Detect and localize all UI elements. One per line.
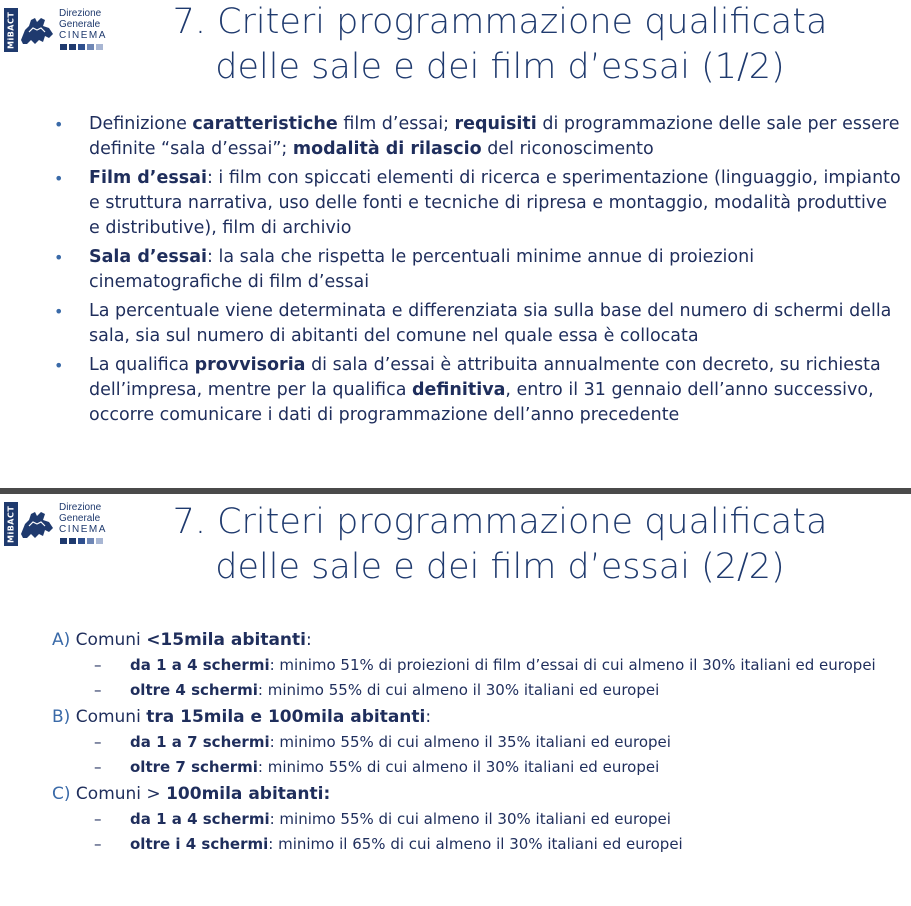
criteria-text: : minimo 55% di cui almeno il 35% italiani ed europei: [269, 733, 671, 751]
bold-text: definitiva: [412, 380, 506, 400]
criteria-sub-list: [52, 655, 902, 701]
bullet-item: [52, 112, 902, 162]
logo-square: [78, 538, 85, 544]
mibact-logo: [4, 500, 116, 548]
slide-1-title: [130, 0, 870, 90]
text-run: , entro il 31 gennaio dell’anno successivo, occorre comunicare i dati di programmazione dell’anno precedente: [89, 380, 874, 425]
slide-2-title-line-1: 7. Criteri programmazione qualificata: [172, 502, 828, 542]
bold-text: requisiti: [454, 114, 537, 134]
quadriga-emblem-icon: [19, 10, 55, 50]
bullet-item: [52, 353, 902, 428]
bullet-item: [52, 299, 902, 349]
logo-text: [59, 502, 107, 535]
criteria-text: : minimo 51% di proiezioni di film d’essai di cui almeno il 30% italiani ed europei: [269, 656, 876, 674]
criteria-sub-item: [52, 655, 902, 676]
text-run: di programmazione delle sale per essere definite “sala d’essai”;: [89, 114, 900, 159]
criteria-sub-item: [52, 732, 902, 753]
text-run: Definizione: [89, 114, 193, 134]
screen-range: oltre 7 schermi: [130, 758, 258, 776]
bullet-item: [52, 166, 902, 241]
screen-range: oltre i 4 schermi: [130, 835, 269, 853]
criteria-text: : minimo il 65% di cui almeno il 30% italiani ed europei: [268, 835, 683, 853]
logo-line-1: Direzione: [59, 8, 102, 19]
screen-range: oltre 4 schermi: [130, 681, 258, 699]
criteria-text: : minimo 55% di cui almeno il 30% italiani ed europei: [257, 681, 660, 699]
criteria-sub-list: [52, 732, 902, 778]
bold-text: caratteristiche: [192, 114, 338, 134]
quadriga-emblem-icon: [19, 504, 55, 544]
group-marker: B): [52, 707, 71, 727]
slide-2-title-line-2: delle sale e dei film d’essai (2/2): [215, 547, 785, 587]
bold-text: 100mila abitanti:: [166, 784, 331, 804]
logo-square: [69, 44, 76, 50]
bold-text: <15mila abitanti: [146, 630, 306, 650]
bold-text: modalità di rilascio: [292, 139, 482, 159]
logo-squares: [60, 44, 103, 50]
criteria-group-heading: [52, 628, 902, 652]
logo-square: [60, 44, 67, 50]
bullet-item: [52, 245, 902, 295]
text-run: film d’essai;: [337, 114, 455, 134]
criteria-text: : minimo 55% di cui almeno il 30% italiani ed europei: [269, 810, 671, 828]
logo-text: [59, 8, 107, 41]
text-run: :: [305, 630, 312, 650]
slide-1-bullet-list: [52, 112, 902, 432]
text-run: : i film con spiccati elementi di ricerca e sperimentazione (linguaggio, impianto e struttura narrativa, uso delle fonti e tecniche di ripresa e montaggio, modalità produttive e distributive), film di archivio: [89, 168, 901, 238]
logo-squares: [60, 538, 103, 544]
bold-text: provvisoria: [194, 355, 306, 375]
logo-square: [87, 538, 94, 544]
criteria-group-heading: [52, 705, 902, 729]
logo-line-3: CINEMA: [59, 30, 107, 41]
logo-square: [78, 44, 85, 50]
bold-text: tra 15mila e 100mila abitanti: [146, 707, 426, 727]
logo-square: [60, 538, 67, 544]
text-run: :: [425, 707, 432, 727]
logo-square: [69, 538, 76, 544]
logo-line-2: Generale: [59, 513, 101, 524]
slide-2-criteria-list: [52, 626, 902, 859]
text-run: La qualifica: [89, 355, 195, 375]
text-run: Comuni: [70, 707, 147, 727]
slide-1-title-line-2: delle sale e dei film d’essai (1/2): [215, 47, 785, 87]
criteria-group-heading: [52, 782, 902, 806]
logo-line-2: Generale: [59, 19, 101, 30]
logo-square: [96, 538, 103, 544]
bold-text: Film d’essai: [89, 168, 207, 188]
text-run: di sala d’essai è attribuita annualmente con decreto, su richiesta dell’impresa, mentre per la qualifica: [89, 355, 881, 400]
screen-range: da 1 a 7 schermi: [130, 733, 270, 751]
criteria-text: : minimo 55% di cui almeno il 30% italiani ed europei: [257, 758, 660, 776]
group-marker: C): [52, 784, 71, 804]
logo-side-text: MiBACT: [4, 502, 18, 546]
screen-range: da 1 a 4 schermi: [130, 656, 270, 674]
criteria-sub-list: [52, 809, 902, 855]
text-run: del riconoscimento: [481, 139, 654, 159]
slide-1-title-line-1: 7. Criteri programmazione qualificata: [172, 2, 828, 42]
group-marker: A): [52, 630, 71, 650]
logo-square: [96, 44, 103, 50]
mibact-logo: [4, 6, 116, 54]
text-run: Comuni >: [70, 784, 167, 804]
screen-range: da 1 a 4 schermi: [130, 810, 270, 828]
bold-text: Sala d’essai: [89, 247, 207, 267]
slide-2-title: [130, 500, 870, 590]
text-run: La percentuale viene determinata e differenziata sia sulla base del numero di schermi della sala, sia sul numero di abitanti del comune nel quale essa è collocata: [89, 301, 892, 346]
text-run: : la sala che rispetta le percentuali minime annue di proiezioni cinematografiche di film d’essai: [89, 247, 755, 292]
criteria-sub-item: [52, 809, 902, 830]
criteria-sub-item: [52, 757, 902, 778]
criteria-sub-item: [52, 834, 902, 855]
logo-square: [87, 44, 94, 50]
logo-line-3: CINEMA: [59, 524, 107, 535]
logo-side-text: MiBACT: [4, 8, 18, 52]
slide-2: [0, 494, 911, 906]
text-run: Comuni: [70, 630, 147, 650]
logo-line-1: Direzione: [59, 502, 102, 513]
criteria-sub-item: [52, 680, 902, 701]
